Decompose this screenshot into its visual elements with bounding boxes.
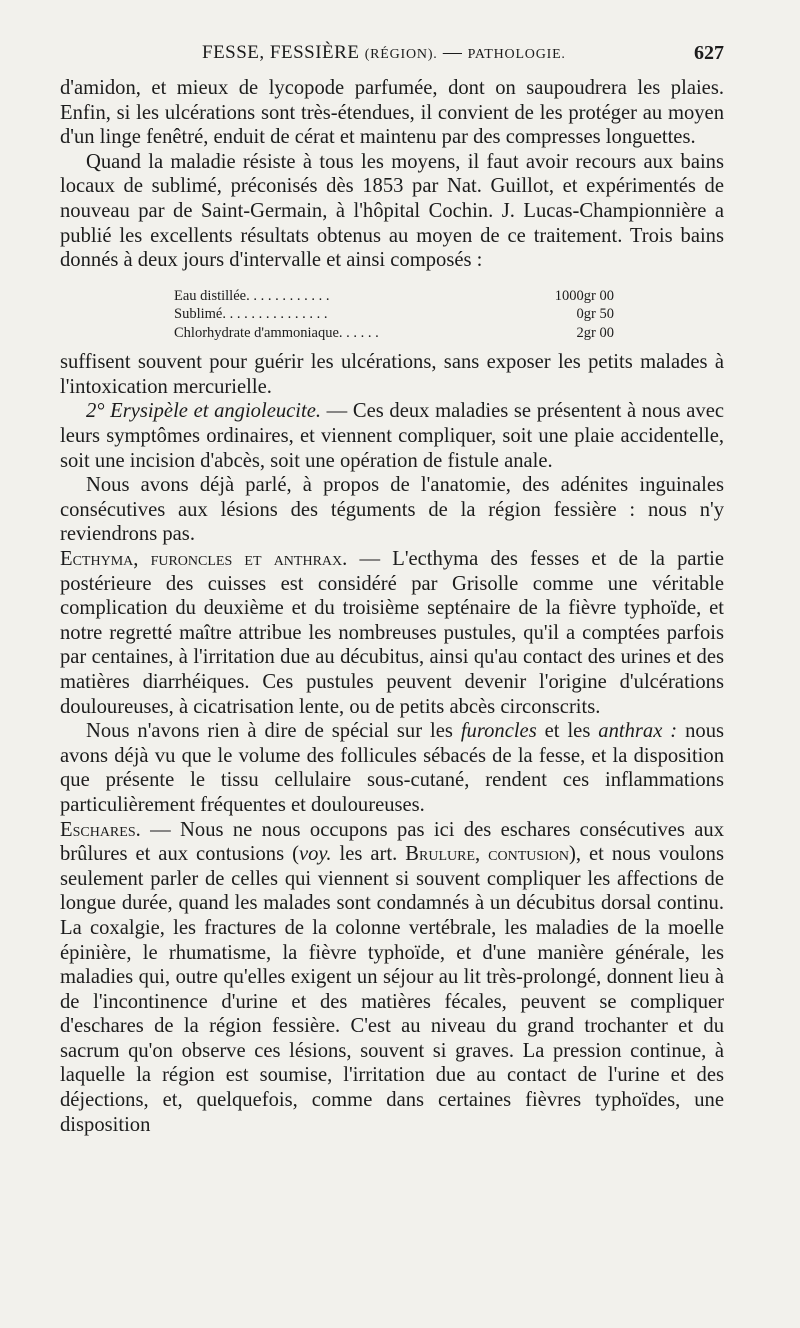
formula-row — [174, 305, 614, 324]
header-title-main: FESSE, FESSIÈRE — [202, 42, 360, 63]
paragraph-8-a: — Nous ne nous occupons pas ici des eschares consécutives aux brûlures et aux contusions ( — [60, 818, 724, 866]
formula-quantity: 2gr 00 — [576, 324, 614, 341]
paragraph-3: suffisent souvent pour guérir les ulcérations, sans exposer les petits malades à l'intoxication mercurielle. — [60, 351, 724, 398]
page-number: 627 — [694, 42, 724, 64]
paragraph-7-b: et les — [536, 720, 599, 743]
body-text — [60, 76, 724, 1137]
header-title-dash: — — [437, 42, 468, 63]
formula-quantity: 1000gr 00 — [554, 287, 614, 304]
paragraph-6-text: — L'ecthyma des fesses et de la partie postérieure des cuisses est considéré par Grisolle comme une véritable complication du deuxième et du troisième septénaire de la fièvre typhoïde, et notre regretté maître attribue les nombreuses pustules, qu'il a comptées parfois par centaines, à l'irritation due au décubitus, ainsi qu'au contact des urines et des matières diarrhéiques. Ces pustules peuvent devenir l'origine d'ulcérations douloureuses, à cicatrisation lente, ou de petits abcès circonscrits. — [60, 548, 724, 718]
formula-ingredient: Chlorhydrate d'ammoniaque. . . . . . — [174, 324, 379, 341]
section-heading-erysipele: 2° Erysipèle et angioleucite. — [86, 400, 322, 423]
running-title — [202, 42, 566, 64]
formula-ingredient: Sublimé. . . . . . . . . . . . . . . — [174, 306, 328, 323]
paragraph-7 — [60, 719, 724, 817]
running-header — [60, 42, 724, 76]
term-voy: voy. — [298, 843, 332, 866]
formula-quantity: 0gr 50 — [576, 306, 614, 323]
paragraph-8 — [60, 818, 724, 1138]
paragraph-8-b: les art. — [331, 843, 406, 866]
paragraph-6 — [60, 547, 724, 719]
paragraph-4 — [60, 399, 724, 473]
paragraph-8-comma: , — [475, 843, 489, 866]
cross-ref-brulure: Brulure — [405, 843, 476, 866]
cross-ref-contusion: contusion — [488, 843, 570, 866]
header-title-region: (RÉGION). — [364, 47, 438, 62]
formula-table — [174, 287, 724, 343]
formula-ingredient: Eau distillée. . . . . . . . . . . . — [174, 287, 330, 304]
paragraph-2: Quand la maladie résiste à tous les moyens, il faut avoir recours aux bains locaux de sublimé, préconisés dès 1853 par Nat. Guillot, et expérimentés de nouveau par de Saint-Germain, à l'hôpital Cochin. J. Lucas-Championnière a publié les excellents résultats obtenus au moyen de ce traitement. Trois bains donnés à deux jours d'intervalle et ainsi composés : — [60, 150, 724, 272]
term-anthrax: anthrax : — [598, 720, 678, 743]
paragraph-7-a: Nous n'avons rien à dire de spécial sur les — [86, 720, 461, 743]
formula-row — [174, 287, 614, 306]
header-title-section: PATHOLOGIE. — [467, 47, 566, 62]
paragraph-5: Nous avons déjà parlé, à propos de l'anatomie, des adénites inguinales consécutives aux lésions des téguments de la région fessière : nous n'y reviendrons pas. — [60, 474, 724, 546]
formula-row — [174, 324, 614, 343]
paragraph-7-c: nous avons déjà vu que le volume des follicules sébacés de la fesse, et la disposition que présente le tissu cellulaire sous-cutané, rendent ces inflammations particulièrement fréquentes et douloureuses. — [60, 720, 725, 816]
section-heading-eschares: Eschares. — [60, 818, 141, 841]
paragraph-4-text: — Ces deux maladies se présentent à nous avec leurs symptômes ordinaires, et viennent compliquer, soit une plaie accidentelle, soit une incision d'abcès, soit une opération de fistule anale. — [60, 400, 724, 472]
term-furoncles: furoncles — [460, 720, 537, 743]
paragraph-1: d'amidon, et mieux de lycopode parfumée, dont on saupoudrera les plaies. Enfin, si les ulcérations sont très-étendues, il convient de les protéger au moyen d'un linge fenêtré, enduit de cérat et maintenu par des compresses longuettes. — [60, 77, 724, 149]
paragraph-8-c: ), et nous voulons seulement parler de celles qui viennent si souvent compliquer les affections de longue durée, quand les malades sont condamnés à un décubitus dorsal continu. La coxalgie, les fractures de la colonne vertébrale, les maladies de la moelle épinière, le rhumatisme, la fièvre typhoïde, et d'une manière générale, les maladies qui, outre qu'elles exigent un séjour au lit très-prolongé, donnent lieu à de l'incontinence d'urine et des matières fécales, peuvent se compliquer d'eschares de la région fessière. C'est au niveau du grand trochanter et du sacrum qu'on observe ces lésions, souvent si graves. La pression continue, à laquelle la région est soumise, l'irritation due au contact de l'urine et des déjections, et, quelquefois, comme dans certaines fièvres typhoïdes, une disposition — [60, 843, 724, 1136]
section-heading-ecthyma: Ecthyma, furoncles et anthrax. — [60, 548, 348, 570]
